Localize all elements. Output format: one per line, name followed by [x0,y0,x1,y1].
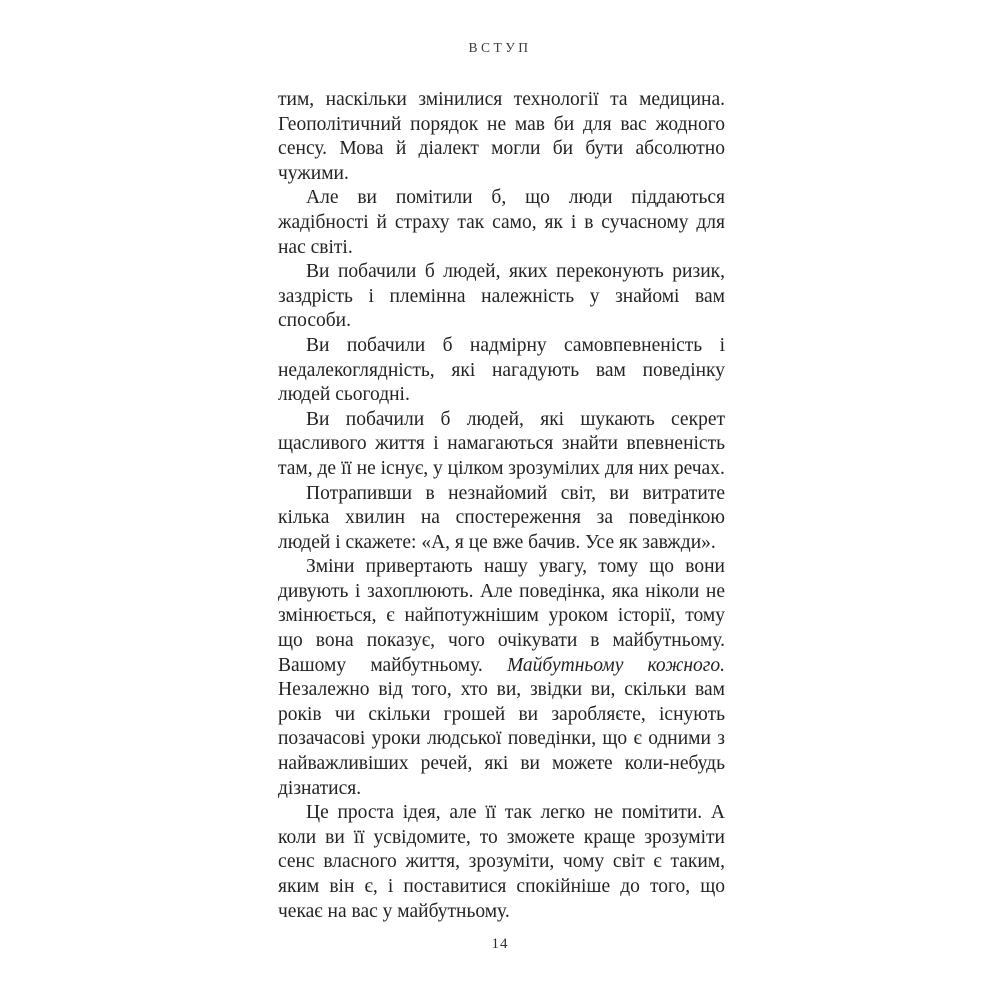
body-paragraph-6: Потрапивши в незнайомий світ, ви витратите кілька хвилин на спостереження за поведінкою людей і скажете: «А, я це вже бачив. Усе як завжди». [278,482,725,553]
body-paragraph-5: Ви побачили б людей, які шукають секрет щасливого життя і намагаються знайти впевненість там, де її не існує, у цілком зрозумілих для них речах. [278,408,725,479]
paragraph-7-run-normal-2: Незалежно від того, хто ви, звідки ви, скільки вам років чи скільки грошей ви заробляєте, існують позачасові уроки людської поведінки, що є одними з найважливіших речей, які ви можете коли-небудь дізнатися. [278,679,725,799]
page-number: 14 [491,936,509,952]
body-paragraph-2: Але ви помітили б, що люди піддаються жадібності й страху так само, як і в сучасному для нас світі. [278,187,725,258]
body-paragraph-4: Ви побачили б надмірну самовпевненість і недалекоглядність, які нагадують вам поведінку людей сьогодні. [278,334,725,406]
body-paragraph-1: тим, наскільки змінилися технології та медицина. Геополітичний порядок не мав би для вас жодного сенсу. Мова й діалект могли би бути абсолютно чужими. [278,89,725,184]
body-paragraph-7 [278,555,725,801]
paragraph-7-italic-emphasis: Майбутньому кожного. [506,654,725,676]
paragraph-7-run-normal-1: Зміни привертають нашу увагу, тому що вони дивують і захоплюють. Але поведінка, яка ніколи не змінюється, є найпотужнішим уроком історії, тому що вона показує, чого очікувати в майбутньому. Вашому майбутньому. [278,556,725,676]
body-text-block [278,88,725,924]
body-paragraph-8: Це проста ідея, але її так легко не помітити. А коли ви її усвідомите, то зможете краще зрозуміти сенс власного життя, зрозуміти, чому світ є таким, яким він є, і поставитися спокійніше до того, що чекає на вас у майбутньому. [278,802,725,922]
running-header: ВСТУП [468,40,532,55]
body-paragraph-3: Ви побачили б людей, яких переконують ризик, заздрість і племінна належність у знайомі вам способи. [278,261,725,332]
